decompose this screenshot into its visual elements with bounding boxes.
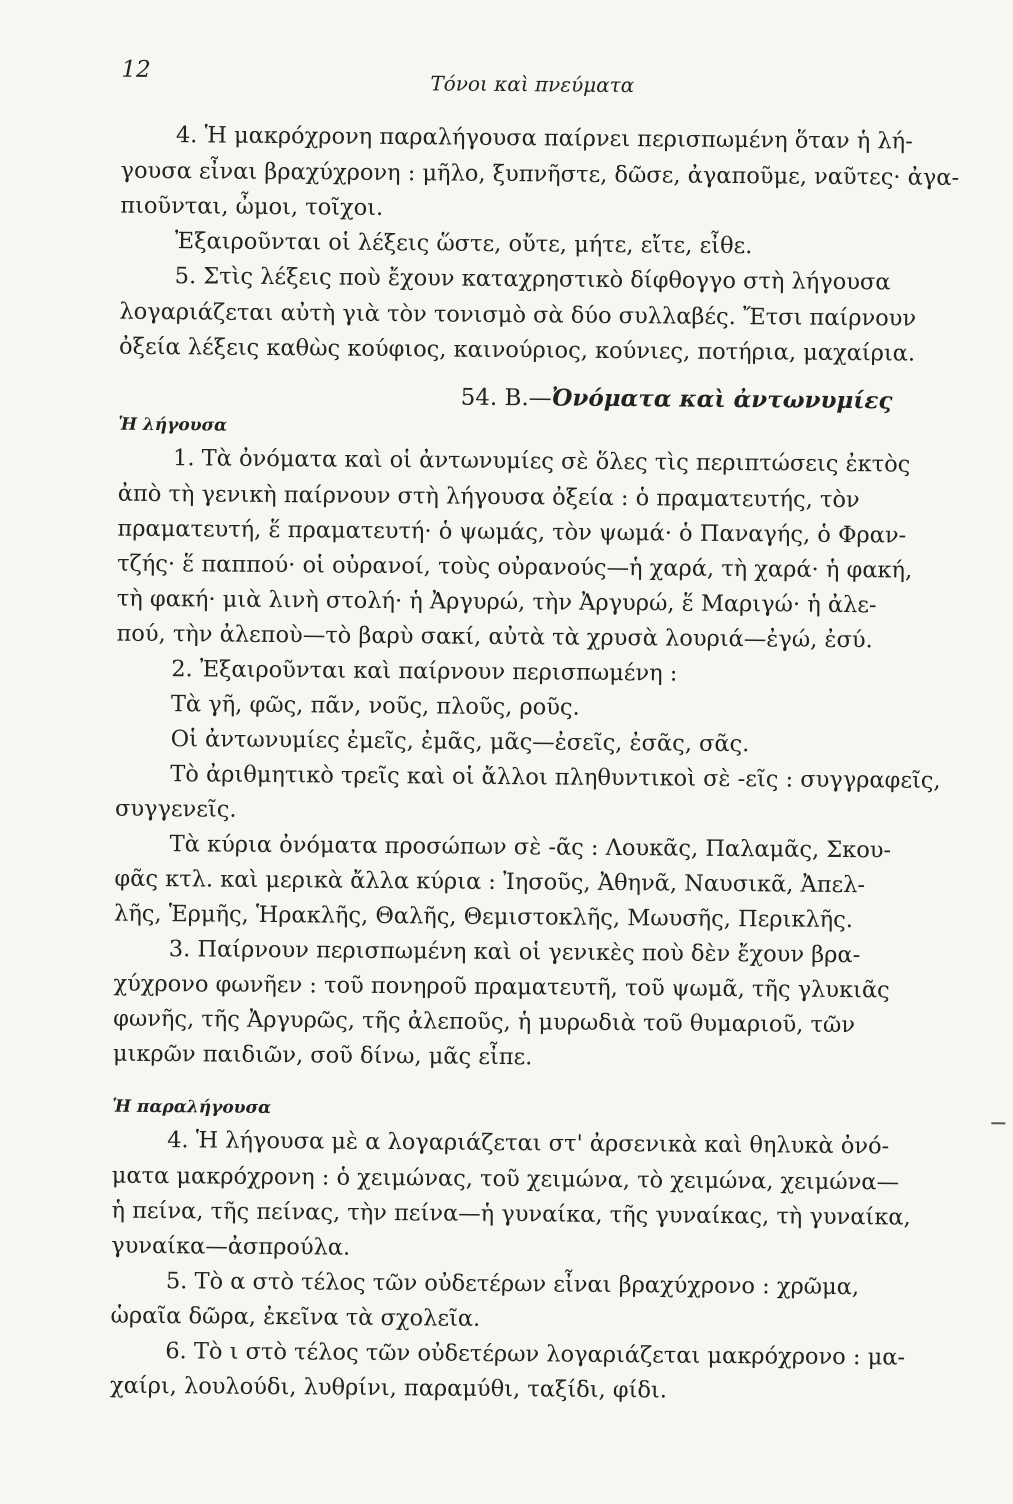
subheading-paralighousa: Ἡ παραλήγουσα [112,1096,272,1119]
text-line: 3. Παίρνουν περισπωμένη καὶ οἱ γενικὲς ποὺ δὲν ἔχουν βρα- [168,936,861,969]
text-line: συγγενεῖς. [114,795,237,823]
text-line: 5. Τὸ α στὸ τέλος τῶν οὐδετέρων εἶναι βραχύχρονο : χρῶμα, [165,1268,860,1301]
page-number: 12 [121,56,151,83]
text-line: 6. Τὸ ι στὸ τέλος τῶν οὐδετέρων λογαριάζεται μακρόχρονο : μα- [165,1338,906,1371]
text-line: τὴ φακή· μιὰ λινὴ στολή· ἡ Ἀργυρώ, τὴν Ἀργυρώ, ἕ Μαριγώ· ἡ ἀλε- [116,585,877,619]
text-line: φᾶς κτλ. καὶ μερικὰ ἄλλα κύρια : Ἰησοῦς, Ἀθηνᾶ, Ναυσικᾶ, Ἀπελ- [114,865,866,899]
text-line: χύχρονο φωνῆεν : τοῦ πονηροῦ πραματευτῆ, τοῦ ψωμᾶ, τῆς γλυκιᾶς [113,970,890,1004]
text-line: Οἱ ἀντωνυμίες ἐμεῖς, ἐμᾶς, μᾶς—ἐσεῖς, ἐσᾶς, σᾶς. [170,726,750,758]
text-line: ὡραῖα δῶρα, ἐκεῖνα τὰ σχολεῖα. [110,1302,481,1332]
subheading-lighousa: Ἡ λήγουσα [118,414,228,436]
text-line: ἀπὸ τὴ γενικὴ παίρνουν στὴ λήγουσα ὀξεία : ὁ πραματευτής, τὸν [117,480,860,514]
text-line: Τὰ γῆ, φῶς, πᾶν, νοῦς, πλοῦς, ροῦς. [170,691,580,721]
margin-mark [991,1122,1005,1124]
text-line: 1. Τὰ ὀνόματα καὶ οἱ ἀντωνυμίες σὲ ὅλες τὶς περιπτώσεις ἐκτὸς [172,445,911,478]
text-line: 4. Ἡ λήγουσα μὲ α λογαριάζεται στ' ἀρσενικὰ καὶ θηλυκὰ ὀνό- [167,1127,890,1160]
text-line: ἡ πείνα, τῆς πείνας, τὴν πείνα—ἡ γυναίκα, τῆς γυναίκας, τὴ γυναίκα, [111,1197,911,1231]
text-line: πού, τὴν ἀλεποὺ—τὸ βαρὺ σακί, αὐτὰ τὰ χρυσὰ λουριά—ἐγώ, ἐσύ. [116,620,873,654]
section-number: 54. Β.— [460,384,552,412]
text-line: 2. Ἐξαιροῦνται καὶ παίρνουν περισπωμένη : [171,656,678,687]
text-line: ὀξεία λέξεις καθὼς κούφιος, καινούριος, κούνιες, ποτήρια, μαχαίρια. [118,333,916,367]
text-line: Τὸ ἀριθμητικὸ τρεῖς καὶ οἱ ἄλλοι πληθυντικοὶ σὲ -εῖς : συγγραφεῖς, [170,761,941,794]
section-heading: Ὀνόματα καὶ ἀντωνυμίες [551,384,893,415]
text-line: Τὰ κύρια ὀνόματα προσώπων σὲ -ᾶς : Λουκᾶς, Παλαμᾶς, Σκου- [169,831,892,864]
text-line: μικρῶν παιδιῶν, σοῦ δίνω, μᾶς εἶπε. [112,1040,533,1071]
text-line: γυναίκα—ἀσπρούλα. [111,1232,351,1261]
text-line: ματα μακρόχρονη : ὁ χειμώνας, τοῦ χειμώνα, τὸ χειμώνα, χειμώνα— [111,1162,900,1196]
text-line: λῆς, Ἑρμῆς, Ἡρακλῆς, Θαλῆς, Θεμιστοκλῆς, Μωυσῆς, Περικλῆς. [114,900,854,934]
text-line: πιοῦνται, ὦμοι, τοῖχοι. [120,192,384,221]
text-line: 4. Ἡ μακρόχρονη παραλήγουσα παίρνει περισπωμένη ὅταν ἡ λή- [175,122,913,155]
text-line: Ἐξαιροῦνται οἱ λέξεις ὥστε, οὔτε, μήτε, εἴτε, εἶθε. [174,228,753,260]
text-line: 5. Στὶς λέξεις ποὺ ἔχουν καταχρηστικὸ δίφθογγο στὴ λήγουσα [174,263,891,296]
text-line: πραματευτή, ἕ πραματευτή· ὁ ψωμάς, τὸν ψωμά· ὁ Παναγής, ὁ Φραν- [117,515,907,549]
text-line: τζής· ἕ παππού· οἱ οὐρανοί, τοὺς οὐρανούς—ἡ χαρά, τὴ χαρά· ἡ φακή, [117,550,913,584]
text-line: λογαριάζεται αὐτὴ γιὰ τὸν τονισμὸ σὰ δύο συλλαβές. Ἔτσι παίρνουν [119,298,917,332]
running-title: Τόνοι καὶ πνεύματα [430,71,635,98]
text-line: χαίρι, λουλούδι, λυθρίνι, παραμύθι, ταξίδι, φίδι. [109,1372,668,1404]
section-title [461,384,893,415]
text-line: γουσα εἶναι βραχύχρονη : μῆλο, ξυπνῆστε, δῶσε, ἀγαποῦμε, ναῦτες· ἀγα- [120,157,960,191]
text-line: φωνῆς, τῆς Ἀργυρῶς, τῆς ἀλεποῦς, ἡ μυρωδιὰ τοῦ θυμαριοῦ, τῶν [113,1005,856,1039]
